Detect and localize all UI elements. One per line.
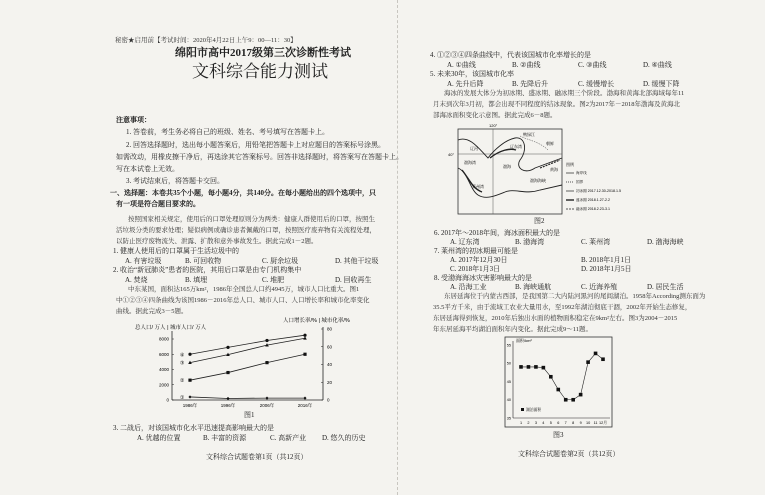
x-tick-label: 5: [549, 421, 552, 425]
data-point: [579, 393, 583, 397]
notice-item: 如需改动，用橡皮擦干净后，再选涂其它答案标号。回答非选择题时，将答案写在答题卡上。: [116, 153, 403, 161]
exam-title: 绵阳市高中2017级第三次诊断性考试: [175, 47, 351, 59]
passage-line: 35.5平方千米，由于流域工农业大量用水，至1992年湖泊彻底干涸，2002年开始生态修复，: [433, 304, 692, 311]
option: D. 回收再生: [335, 276, 372, 284]
series-label: ①: [180, 394, 185, 401]
legend-swatch: [521, 408, 524, 411]
option: A. 焚烧: [125, 276, 148, 284]
x-tick-label: 2006年: [259, 403, 275, 408]
longitude-label: 120°: [489, 123, 498, 128]
option: D. 缓慢下降: [643, 80, 680, 88]
legend-item: 盛冰期 2018.1.27-2.2: [576, 198, 610, 202]
option: C. 莱州湾: [581, 238, 611, 246]
notice-item: 写在本试卷上无效。: [116, 165, 179, 173]
x-tick-label: 1: [519, 421, 523, 425]
option: A. 2017年12月30日: [450, 256, 508, 264]
data-point: [564, 398, 568, 402]
passage-line: 按照国家相关规定，使用后的口罩处理原则分为两类：健康人群使用后的口罩，按照生: [128, 216, 375, 223]
x-tick-label: 1996年: [220, 403, 236, 408]
latitude-label: 40°: [448, 152, 455, 157]
right-tick-label: 40: [327, 362, 333, 367]
series-label: ②: [180, 378, 185, 385]
question-1: 1. 健康人使用后的口罩属于生活垃圾中的: [113, 247, 239, 255]
option: A. 优越的位置: [137, 434, 181, 442]
page-footer: 文科综合试题卷第2页（共12页）: [518, 450, 620, 458]
legend-item: 海岸线: [576, 171, 587, 175]
x-tick-label: 12月: [598, 421, 608, 425]
y-axis-label: 面积/km²: [516, 338, 532, 343]
option: A. ①曲线: [447, 61, 476, 69]
x-tick-label: 3: [534, 421, 537, 425]
map-label: 渤海: [503, 164, 511, 169]
left-tick-label: 0: [166, 397, 169, 403]
option: B. 填埋: [185, 276, 208, 284]
question-2: 2. 收治“新冠肺炎”患者的医院，其用后口罩是由专门机构集中: [113, 266, 302, 274]
passage-line: 东居延海位于内蒙古西部，是我国第二大内陆河黑河的尾闾湖泊。1958年According测东面为: [444, 293, 706, 300]
map-label: 黄海: [550, 167, 558, 172]
x-tick-label: 2016年: [297, 403, 313, 408]
figure-3-caption: 图3: [553, 431, 564, 439]
map-label: 渤海湾: [464, 160, 476, 165]
map-label: 鸭绿江: [523, 132, 535, 137]
option: A. 先升后降: [447, 80, 484, 88]
option: B. 2018年1月1日: [581, 256, 632, 264]
question-3: 3. 二战后，对该国城市化水平迅速提高影响最大的是: [113, 424, 274, 432]
data-point: [601, 357, 605, 361]
option: D. 渤海海峡: [647, 238, 684, 246]
option: C. ③曲线: [578, 61, 607, 69]
option: C. 高新产业: [270, 434, 307, 442]
passage-line: 海冰的发展大体分为初冰期、盛冰期、融冰期三个阶段。渤海和黄海北部海域每年11: [444, 90, 685, 97]
data-point: [594, 352, 598, 356]
notice-item: 1. 答卷前，考生务必将自己的班级、姓名、考号填写在答题卡上。: [126, 128, 329, 136]
notice-title: 注意事项：: [116, 116, 151, 124]
series-label: ④: [180, 352, 185, 359]
question-4: 4. ①②③④四条曲线中，代表该国城市化率增长的是: [430, 51, 591, 59]
legend-item: 初冰期 2017.12.30-2018.1.5: [576, 189, 621, 193]
option: C. 近海养殖: [581, 283, 618, 291]
left-tick-label: 4000: [158, 367, 169, 372]
chart-frame: [505, 337, 612, 427]
right-tick-label: 20: [327, 379, 333, 385]
question-8: 8. 受渤海海冰灾害影响最大的是: [434, 274, 532, 282]
notice-item: 2. 回答选择题时，选出每小题答案后，用铅笔把答题卡上对应题目的答案标号涂黑。: [126, 141, 385, 149]
left-tick-label: 2000: [158, 382, 169, 388]
right-tick-label: 60: [327, 344, 333, 350]
question-5: 5. 未来30年，该国城市化率: [430, 70, 514, 78]
right-axis-label: 人口增长率/% | 城市化率/%: [283, 318, 350, 324]
option: C. 2018年1月3日: [450, 265, 501, 273]
figure-2-caption: 图2: [534, 217, 545, 225]
passage-line: 活垃圾分类的要求处理；疑似病例或确诊患者佩戴的口罩，按照医疗废弃物有关流程处理，: [116, 227, 376, 234]
x-tick-label: 2: [527, 421, 530, 425]
data-point: [527, 365, 531, 369]
passage-line: 东居延海得到恢复，2010年后独出水面的植物面积稳定在9km²左右。图3为2004－2015: [433, 315, 678, 322]
x-tick-label: 1986年: [182, 403, 198, 408]
option: A. 辽东湾: [450, 238, 480, 246]
y-tick-label: 40: [506, 398, 511, 403]
area-line: [521, 353, 603, 399]
right-tick-label: 0: [327, 397, 330, 403]
exam-header: 秘密★启用前【考试时间：2020年4月22日上午9：00—11：30】: [115, 37, 297, 44]
section-heading: 有一项是符合题目要求的。: [116, 200, 200, 208]
data-point: [542, 366, 546, 370]
left-axis-label: 总人口/ 万人 | 城市人口/ 万人: [135, 325, 207, 331]
passage-line: 年东居延海平均湖泊面积年内变化。据此完成9～11题。: [433, 326, 593, 333]
option: D. 居民生活: [647, 283, 684, 291]
notice-item: 3. 考试结束后，将答题卡交回。: [126, 177, 224, 185]
series-label: ③: [180, 360, 185, 367]
passage-line: 部海冰面积变化示意图。据此完成6－8题。: [433, 112, 557, 119]
option: A. 沿海工业: [450, 283, 487, 291]
map-label: 辽东湾: [510, 144, 522, 149]
x-tick-label: 9: [579, 421, 582, 425]
passage-line: 月末到次年3月初，都会出现不同程度的结冰现象。图2为2017年－2018年渤海及黄海北: [433, 101, 680, 108]
data-point: [571, 398, 575, 402]
y-tick-label: 50: [506, 361, 511, 366]
option: B. 渤海湾: [515, 238, 545, 246]
question-7: 7. 莱州湾的初冰期最可能是: [434, 247, 518, 255]
y-tick-label: 35: [506, 416, 511, 421]
section-heading: 一、选择题：本卷共35个小题，每小题4分，共140分。在每小题给出的四个选项中，只: [110, 189, 376, 197]
map-label: 渤海海峡: [530, 178, 546, 183]
x-tick-label: 8: [572, 421, 575, 425]
option: C. 厨余垃圾: [262, 257, 299, 265]
legend-item: 国界: [576, 180, 584, 184]
y-tick-label: 45: [506, 379, 511, 384]
data-point: [556, 388, 560, 392]
y-tick-label: 55: [506, 343, 511, 348]
option: D. ④曲线: [643, 61, 672, 69]
passage-line: 曲线。据此完成3－5题。: [116, 308, 188, 315]
question-6: 6. 2017年～2018年间，海冰面积最大的是: [434, 229, 560, 237]
passage-line: 以防止医疗废物流失、泄露、扩散和意外事故发生。据此完成1－2题。: [116, 238, 318, 245]
option: A. 有害垃圾: [125, 257, 162, 265]
data-point: [534, 365, 538, 369]
map-label: 莱州湾: [472, 184, 484, 189]
x-tick-label: 4: [542, 421, 545, 425]
data-point: [519, 365, 523, 369]
figure-1-caption: 图1: [244, 411, 255, 419]
passage-line: 中①②③④四条曲线为该国1986－2016年总人口、城市人口、人口增长率和城市化率变化: [116, 297, 370, 304]
option: B. 丰富的资源: [203, 434, 247, 442]
option: C. 缓慢增长: [578, 80, 615, 88]
page-footer: 文科综合试题卷第1页（共12页）: [206, 453, 308, 461]
x-tick-label: 10: [585, 421, 591, 425]
option: B. 海峡通航: [515, 283, 552, 291]
legend-title: 图例: [566, 162, 574, 167]
left-tick-label: 8000: [158, 336, 169, 342]
exam-subtitle: 文科综合能力测试: [192, 62, 328, 81]
left-tick-label: 6000: [158, 351, 169, 357]
option: B. 先降后升: [512, 80, 549, 88]
x-tick-label: 6: [557, 421, 560, 425]
option: B. ②曲线: [512, 61, 541, 69]
data-point: [586, 360, 590, 364]
passage-line: 中东某国，面积达165万km²，1986年全国总人口约4945万，城市人口比重大。图1: [128, 286, 360, 293]
option: D. 悠久的历史: [322, 434, 366, 442]
x-tick-label: 7: [564, 421, 567, 425]
legend-item: 融冰期 2018.2.23-3.1: [576, 207, 610, 211]
option: D. 其他干垃圾: [335, 257, 379, 265]
right-tick-label: 80: [327, 326, 333, 332]
data-point: [549, 375, 553, 379]
legend-label: 湖泊面积: [526, 408, 542, 412]
x-tick-label: 11: [593, 421, 598, 425]
option: D. 2018年1月5日: [581, 265, 632, 273]
option: B. 可回收物: [185, 257, 222, 265]
map-label: 辽河: [470, 146, 478, 151]
map-label: 朝鲜: [546, 141, 554, 146]
option: C. 堆肥: [262, 276, 285, 284]
